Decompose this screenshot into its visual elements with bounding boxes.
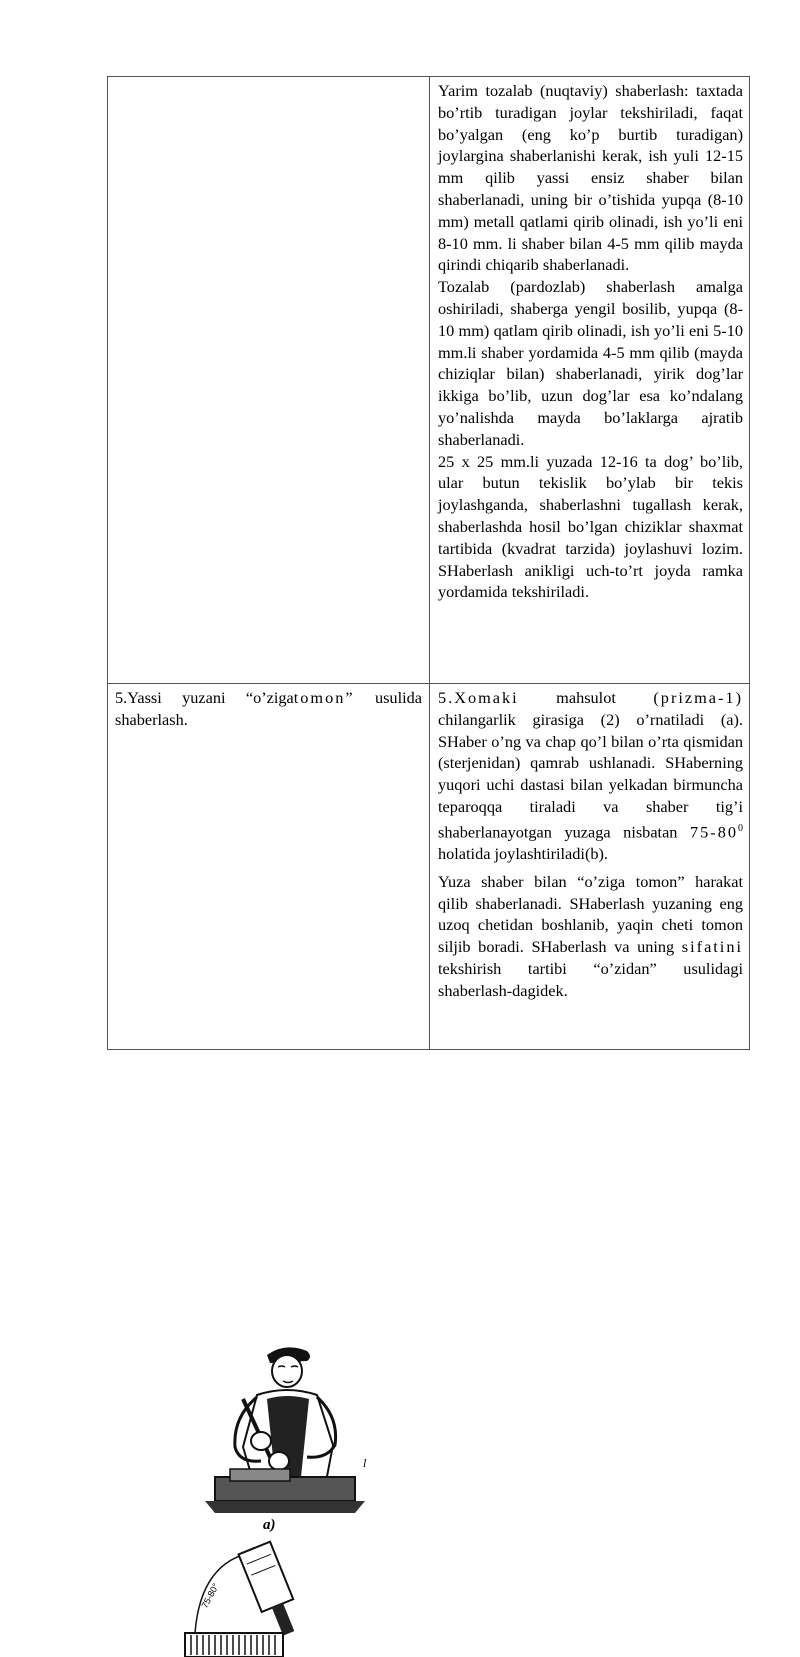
row2-right-cell (438, 687, 743, 1002)
row1-right-cell (438, 80, 743, 603)
row2-left-cell (115, 687, 422, 1610)
svg-text:l: l (363, 1456, 367, 1470)
figure-label: a) (263, 1517, 276, 1533)
row-divider (108, 683, 749, 684)
content-table (107, 76, 750, 1610)
paragraph: Tozalab (pardozlab) shaberlash amalga oshiriladi, shaberga yengil bosilib, yupqa (8-10 mm) qatlam qirib olinadi, ish yo’li eni 5-10 mm.li shaber yordamida 4-5 mm qilib (mayda chiziqlar bilan) shaberlanadi, yirik dog’lar ikkiga bo’lib, uzun dog’lar esa ko’ndalang yo’nalishda mayda bo’laklarga ajratib shaberlanadi. (438, 277, 743, 449)
paragraph: Yuza shaber bilan “o’ziga tomon” harakat qilib shaberlanadi. SHaberlash yuzaning eng uzoq chetidan boshlanib, yaqin cheti tomon siljib boradi. SHaberlash va uning sifatini tekshirish tartibi “o’zidan” usulidagi shaberlash-dagidek. (438, 871, 743, 1000)
section-title: 5.Yassi yuzani “o’zigatomon” usulida shaberlash. (115, 688, 422, 729)
column-divider (429, 77, 430, 1049)
paragraph: 5.Xomaki mahsulot (prizma-1) chilangarlik girasiga (2) o’rnatiladi (a). SHaber o’ng va chap qo’l bilan o’rta qismidan (sterjenidan) qamrab ushlanadi. SHaberning yuqori uchi dastasi bilan yelkadan birmuncha teparoqqa tiraladi va shaber tig’i shaberlanayotgan yuzaga nisbatan $75-80^0$ holatida joylashtiriladi(b). (438, 688, 743, 863)
paragraph: 25 x 25 mm.li yuzada 12-16 ta dog’ bo’lib, ular butun tekislik bo’ylab bir tekis joylashganda, shaberlashni tugallash kerak, shaberlashda hosil bo’lgan chiziklar shaxmat tartibida (kvadrat tarzida) joylashuvi lozim. SHaberlash anikligi uch-to’rt joyda ramka yordamida tekshiriladi. (438, 451, 743, 602)
scraping-illustration (175, 1337, 375, 1657)
angle-label: 75-80° (199, 1581, 221, 1610)
paragraph: Yarim tozalab (nuqtaviy) shaberlash: taxtada bo’rtib turadigan joylar tekshiriladi, faqat bo’yalgan (eng ko’p burtib turadigan) joylargina shaberlanishi kerak, ish yuli 12-15 mm qilib yassi ensiz shaber bilan shaberlanadi, uning bir o’tishida yupqa (8-10 mm) metall qatlami qirib olinadi, ish yo’li eni 8-10 mm. li shaber bilan 4-5 mm qilib mayda qirindi chiqarib shaberlanadi. (438, 81, 743, 275)
